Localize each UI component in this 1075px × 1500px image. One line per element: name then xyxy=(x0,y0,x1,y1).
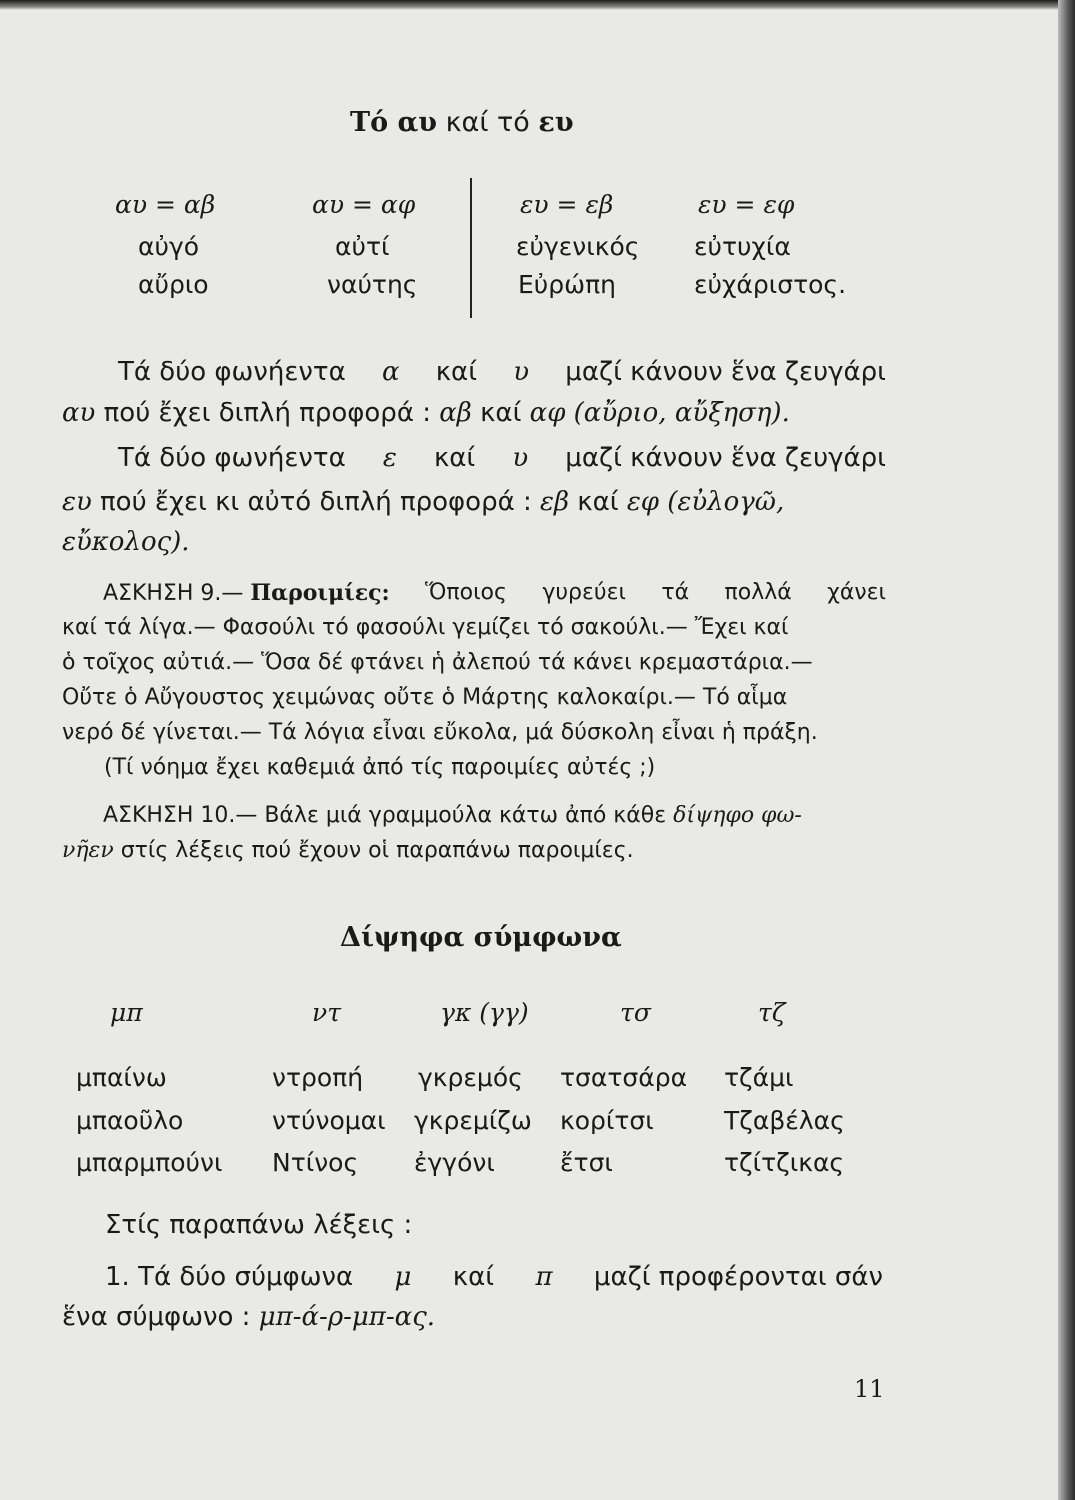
column-header-tz: τζ xyxy=(758,998,786,1027)
word: εὐτυχία xyxy=(694,232,791,261)
title-au: αυ xyxy=(397,107,438,138)
term: δίψηφο φω- xyxy=(673,803,802,828)
text: ἕνα σύμφωνο : xyxy=(62,1302,259,1332)
letter: υ xyxy=(513,357,530,387)
word: αὐγό xyxy=(138,232,200,261)
exercise-9-line5: νερό δέ γίνεται.— Τά λόγια εἶναι εὔκολα, μά δύσκολη εἶναι ἡ πράξη. xyxy=(62,720,818,745)
digraph: εβ xyxy=(540,487,570,517)
example: μπ-ά-ρ-μπ-ας. xyxy=(258,1302,436,1332)
word: τσατσάρα xyxy=(560,1063,688,1092)
text: καί xyxy=(471,398,530,428)
section-title-digraphs: Δίψηφα σύμφωνα xyxy=(340,922,622,953)
word: εὐγενικός xyxy=(516,232,640,261)
column-header-av-ab: αυ = αβ xyxy=(115,190,216,219)
word: μπαίνω xyxy=(76,1063,167,1092)
title-mid: καί τό xyxy=(437,107,539,138)
term: νῆεν xyxy=(62,838,114,863)
exercise-10-line2 xyxy=(62,838,634,863)
column-divider xyxy=(470,178,472,318)
word: γκρεμός xyxy=(418,1063,523,1092)
text: μαζί προφέρονται σάν xyxy=(593,1262,883,1292)
word: τζίτζικας xyxy=(724,1148,845,1177)
exercise-9-line2: καί τά λίγα.— Φασούλι τό φασούλι γεμίζει τό σακούλι.— Ἔχει καί xyxy=(62,615,789,640)
word: τά xyxy=(661,580,690,605)
text: καί xyxy=(452,1262,495,1292)
text: ΑΣΚΗΣΗ 10.— Βάλε μιά γραμμούλα κάτω ἀπό κάθε xyxy=(103,803,667,828)
paragraph-au-line1 xyxy=(118,357,886,387)
letter: π xyxy=(535,1262,553,1292)
word: κορίτσι xyxy=(560,1106,654,1135)
paragraph-au-line2 xyxy=(62,398,790,428)
exercise-10-line1 xyxy=(103,803,802,828)
paragraph-eu-line3: εὔκολος). xyxy=(62,527,190,557)
word: πολλά xyxy=(724,580,792,605)
word: εὐχάριστος. xyxy=(694,270,847,299)
paragraph-eu-line2 xyxy=(62,487,784,517)
exercise-9-line6: (Τί νόημα ἔχει καθεμιά ἀπό τίς παροιμίες αὐτές ;) xyxy=(104,755,656,780)
word: γυρεύει xyxy=(542,580,626,605)
word: αὔριο xyxy=(138,270,209,299)
column-header-av-af: αυ = αφ xyxy=(312,190,416,219)
word: γκρεμίζω xyxy=(414,1106,532,1135)
exercise-topic: Παροιμίες: xyxy=(250,580,390,606)
digraph: αβ xyxy=(439,398,472,428)
text: καί xyxy=(569,487,627,517)
word: ἐγγόνι xyxy=(414,1148,495,1177)
word: ἔτσι xyxy=(560,1148,613,1177)
word: ντροπή xyxy=(272,1063,364,1092)
text: καί xyxy=(433,443,476,473)
digraph: αυ xyxy=(62,398,96,428)
word: ντύνομαι xyxy=(272,1106,386,1135)
title-text: Τό xyxy=(350,107,398,138)
paragraph-eu-line1 xyxy=(118,443,886,473)
text: Τά δύο φωνήεντα xyxy=(118,443,346,473)
word: μπαρμπούνι xyxy=(76,1148,223,1177)
exercise-9-label-group xyxy=(103,580,390,606)
word: τζάμι xyxy=(724,1063,794,1092)
text: πού ἔχει διπλή προφορά : xyxy=(95,398,440,428)
title-eu: ευ xyxy=(538,107,574,138)
column-header-mp: μπ xyxy=(110,998,143,1027)
text: μαζί κάνουν ἕνα ζευγάρι xyxy=(565,443,886,473)
section-title-au-eu xyxy=(350,107,574,138)
word: μπαοῦλο xyxy=(76,1106,184,1135)
word: Εὐρώπη xyxy=(518,270,616,299)
exercise-9-line4: Οὔτε ὁ Αὔγουστος χειμώνας οὔτε ὁ Μάρτης καλοκαίρι.— Τό αἷμα xyxy=(62,685,788,710)
letter: ε xyxy=(382,443,397,473)
word: Ντίνος xyxy=(272,1148,359,1177)
word: ναύτης xyxy=(327,270,418,299)
text: καί xyxy=(435,357,477,387)
word: χάνει xyxy=(827,580,886,605)
item-1-line2 xyxy=(62,1302,435,1332)
text: πού ἔχει κι αὐτό διπλή προφορά : xyxy=(91,487,541,517)
text: 1. Τά δύο σύμφωνα xyxy=(105,1262,354,1292)
exercise-9-line1 xyxy=(103,580,886,606)
examples: εφ (εὐλογῶ, xyxy=(626,487,785,517)
text: μαζί κάνουν ἕνα ζευγάρι xyxy=(565,357,886,387)
letter: α xyxy=(381,357,400,387)
page-edge-shadow xyxy=(1058,0,1075,1500)
word: Ὅποιος xyxy=(425,580,507,605)
item-1-line1 xyxy=(105,1262,883,1292)
column-header-gk: γκ (γγ) xyxy=(440,998,529,1027)
column-header-ev-ef: ευ = εφ xyxy=(698,190,795,219)
letter: μ xyxy=(394,1262,412,1292)
section-2-intro: Στίς παραπάνω λέξεις : xyxy=(105,1210,413,1240)
word: αὐτί xyxy=(335,232,390,261)
column-header-ts: τσ xyxy=(620,998,651,1027)
column-header-nt: ντ xyxy=(312,998,342,1027)
exercise-label: ΑΣΚΗΣΗ 9.— xyxy=(103,581,244,606)
letter: υ xyxy=(512,443,529,473)
exercise-9-line3: ὁ τοῖχος αὐτιά.— Ὅσα δέ φτάνει ἡ ἀλεπού τά κάνει κρεμαστάρια.— xyxy=(62,650,813,675)
word: Τζαβέλας xyxy=(724,1106,845,1135)
text: στίς λέξεις πού ἔχουν οἱ παραπάνω παροιμίες. xyxy=(113,838,634,863)
page-top-shadow xyxy=(0,0,1058,10)
examples: αφ (αὔριο, αὔξηση). xyxy=(529,398,790,428)
text: Τά δύο φωνήεντα xyxy=(118,357,346,387)
page-number: 11 xyxy=(854,1375,885,1403)
digraph: ευ xyxy=(62,487,92,517)
column-header-ev-eb: ευ = εβ xyxy=(520,190,614,219)
